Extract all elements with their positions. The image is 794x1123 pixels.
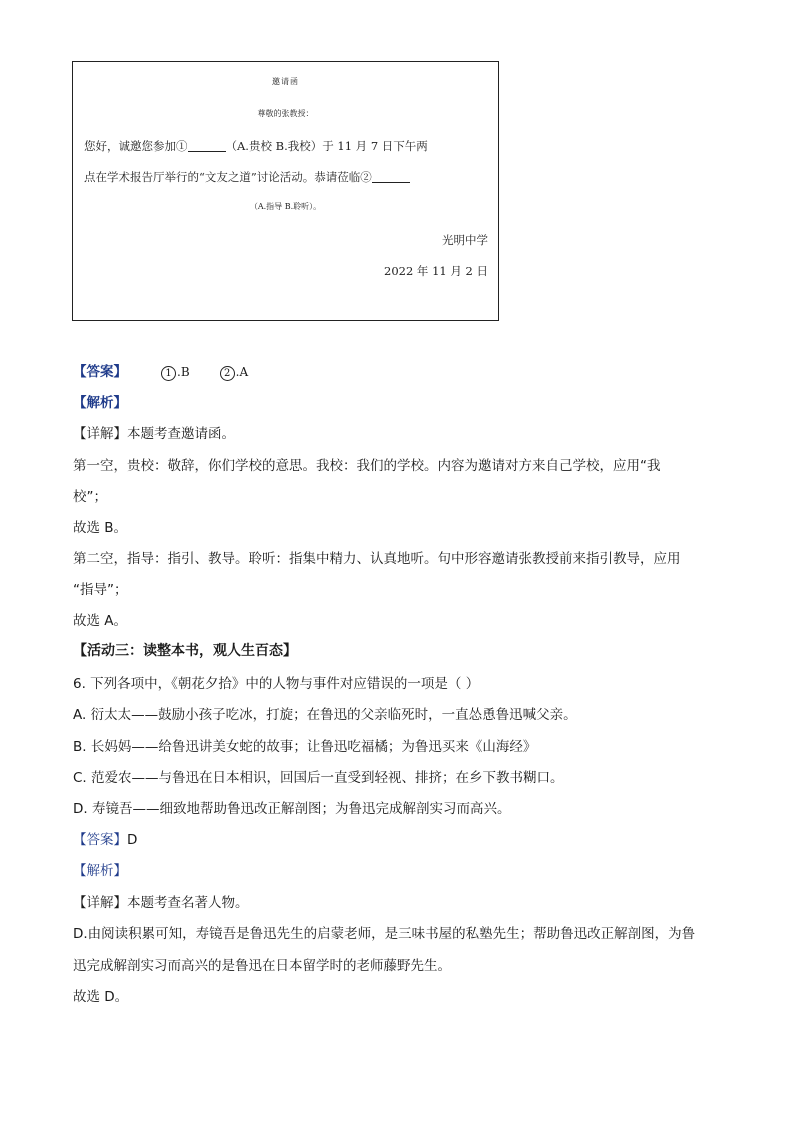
invitation-title: 邀请函 [272,77,299,86]
q5-answer-1 [161,365,190,381]
invitation-box [72,61,499,321]
q5-conclusion-2: 故选 A。 [73,613,128,629]
q6-answer-label: 【答案】 [73,832,127,848]
q5-answer-1-marker: 1 [161,366,176,381]
q5-detail-text: 本题考查邀请函。 [127,426,235,442]
q6-answer: D [127,832,138,848]
q5-answer-label: 【答案】 [73,364,127,380]
q5-answer-2-value: .A [235,365,249,379]
q6-option-c: C. 范爱农——与鲁迅在日本相识，回国后一直受到轻视、排挤；在乡下教书糊口。 [73,770,564,786]
q6-option-b: B. 长妈妈——给鲁迅讲美女蛇的故事；让鲁迅吃福橘；为鲁迅买来《山海经》 [73,739,537,755]
invitation-greeting: 尊敬的张教授： [257,109,314,118]
invitation-line-2 [84,169,410,185]
q5-para2-a: 第二空，指导：指引、教导。聆听：指集中精力、认真地听。句中形容邀请张教授前来指引教导，应用 [73,551,681,567]
q5-analysis-label [73,391,127,411]
blank-2-marker: ② [360,170,372,184]
q6-option-d: D. 寿镜吾——细致地帮助鲁迅改正解剖图；为鲁迅完成解剖实习而高兴。 [73,801,511,817]
q5-answer-2-marker: 2 [220,366,235,381]
q6-detail-label: 【详解】 [73,895,127,911]
blank-1-marker: ① [176,139,188,153]
q6-analysis-label-text: 【解析】 [73,863,127,879]
invitation-line-1-pre: 您好，诚邀您参加 [84,139,176,153]
q5-answer-line [73,360,248,381]
activity-heading: 【活动三：读整本书，观人生百态】 [73,643,297,659]
q6-conclusion: 故选 D。 [73,989,129,1005]
blank-1 [188,139,226,152]
blank-2 [372,170,410,183]
q5-analysis-label-text: 【解析】 [73,395,127,411]
invitation-signer: 光明中学 [442,233,488,247]
q5-detail-label: 【详解】 [73,426,127,442]
q6-answer-line [73,828,137,848]
q5-para1-b: 校”； [73,489,107,505]
q5-answer-1-value: .B [177,365,190,379]
q5-para2-b: “指导”； [73,582,128,598]
q6-para-b: 迅完成解剖实习而高兴的是鲁迅在日本留学时的老师藤野先生。 [73,958,451,974]
q6-detail-line [73,891,249,911]
q6-analysis-label [73,859,127,879]
invitation-line-1 [84,138,428,154]
q5-conclusion-1: 故选 B。 [73,520,128,536]
invitation-line-2-pre: 点在学术报告厅举行的“文友之道”讨论活动。恭请莅临 [84,170,361,184]
q6-detail-text: 本题考查名著人物。 [127,895,249,911]
invitation-date: 2022 年 11 月 2 日 [384,264,488,278]
q6-para-a: D.由阅读积累可知，寿镜吾是鲁迅先生的启蒙老师，是三味书屋的私塾先生；帮助鲁迅改正解剖图，为鲁 [73,926,696,942]
q5-para1-a: 第一空，贵校：敬辞，你们学校的意思。我校：我们的学校。内容为邀请对方来自己学校，应用“我 [73,458,661,474]
q6-stem: 6. 下列各项中，《朝花夕拾》中的人物与事件对应错误的一项是（ ） [73,676,480,692]
q5-detail-line [73,422,235,442]
q5-answer-2 [220,365,248,381]
q6-option-a: A. 衍太太——鼓励小孩子吃冰，打旋；在鲁迅的父亲临死时，一直怂恿鲁迅喊父亲。 [73,707,577,723]
invitation-line-1-post: （A.贵校 B.我校）于 11 月 7 日下午两 [225,139,428,153]
invitation-line-3: （A.指导 B.聆听）。 [249,202,322,211]
